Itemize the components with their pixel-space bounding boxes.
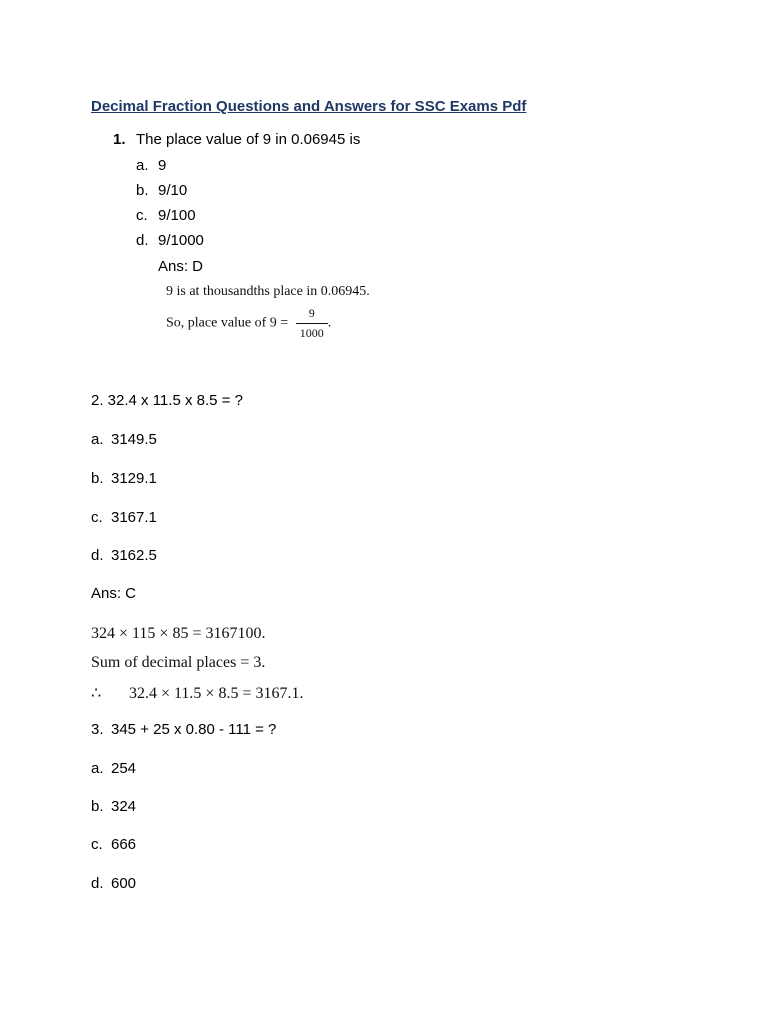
- question-1-solution-line-1: 9 is at thousandths place in 0.06945.: [166, 284, 370, 299]
- option-letter: c.: [91, 836, 103, 853]
- option-text: 3149.5: [111, 431, 157, 448]
- question-2-solution-line-3: [91, 683, 303, 703]
- question-1: [113, 131, 360, 148]
- question-2-answer: Ans: C: [91, 585, 137, 602]
- question-1-solution-line-2: [166, 306, 331, 341]
- option-text: 3129.1: [111, 470, 157, 487]
- option-text: 324: [111, 798, 137, 815]
- question-1-answer: Ans: D: [158, 258, 204, 275]
- question-3-option-b: [91, 798, 136, 815]
- option-letter: c.: [91, 509, 103, 526]
- option-text: 3167.1: [111, 509, 157, 526]
- question-3-option-c: [91, 836, 136, 853]
- option-letter: b.: [91, 470, 104, 487]
- question-2-option-c: [91, 509, 157, 526]
- fraction: [296, 306, 328, 341]
- option-text: 9/1000: [158, 232, 204, 249]
- option-text: 3162.5: [111, 547, 157, 564]
- question-3-text: 345 + 25 x 0.80 - 111 = ?: [111, 721, 277, 738]
- question-2-option-b: [91, 470, 157, 487]
- question-3-option-d: [91, 875, 136, 892]
- question-1-option-a: [136, 157, 166, 174]
- option-letter: d.: [91, 875, 104, 892]
- option-text: 9/10: [158, 182, 188, 199]
- option-text: 9: [158, 157, 167, 174]
- document-title: Decimal Fraction Questions and Answers for SSC Exams Pdf: [91, 98, 527, 115]
- question-1-option-c: [136, 207, 196, 224]
- solution-text: So, place value of 9 =: [166, 315, 289, 331]
- question-3-option-a: [91, 760, 136, 777]
- question-2-option-a: [91, 431, 157, 448]
- option-letter: a.: [91, 431, 104, 448]
- question-2-option-d: [91, 547, 157, 564]
- option-letter: a.: [91, 760, 104, 777]
- option-letter: b.: [91, 798, 104, 815]
- option-letter: a.: [136, 157, 149, 174]
- fraction-numerator: 9: [308, 306, 315, 320]
- question-2-solution-line-1: 324 × 115 × 85 = 3167100.: [91, 625, 266, 642]
- question-2-text: 2. 32.4 x 11.5 x 8.5 = ?: [91, 392, 243, 409]
- solution-period: .: [327, 315, 332, 331]
- option-letter: b.: [136, 182, 149, 199]
- question-2-solution-line-2: Sum of decimal places = 3.: [91, 654, 266, 671]
- option-text: 666: [111, 836, 137, 853]
- option-letter: d.: [136, 232, 149, 249]
- fraction-denominator: 1000: [296, 323, 328, 341]
- option-letter: c.: [136, 207, 148, 224]
- question-1-option-b: [136, 182, 187, 199]
- question-3-number: 3.: [91, 721, 104, 738]
- question-1-text: The place value of 9 in 0.06945 is: [136, 131, 361, 148]
- option-letter: d.: [91, 547, 104, 564]
- option-text: 9/100: [158, 207, 196, 224]
- question-3: [91, 721, 276, 738]
- question-1-number: 1.: [113, 131, 126, 148]
- question-1-option-d: [136, 232, 204, 249]
- option-text: 254: [111, 760, 137, 777]
- solution-text: 32.4 × 11.5 × 8.5 = 3167.1.: [129, 685, 304, 702]
- therefore-symbol: ∴: [91, 685, 102, 702]
- option-text: 600: [111, 875, 137, 892]
